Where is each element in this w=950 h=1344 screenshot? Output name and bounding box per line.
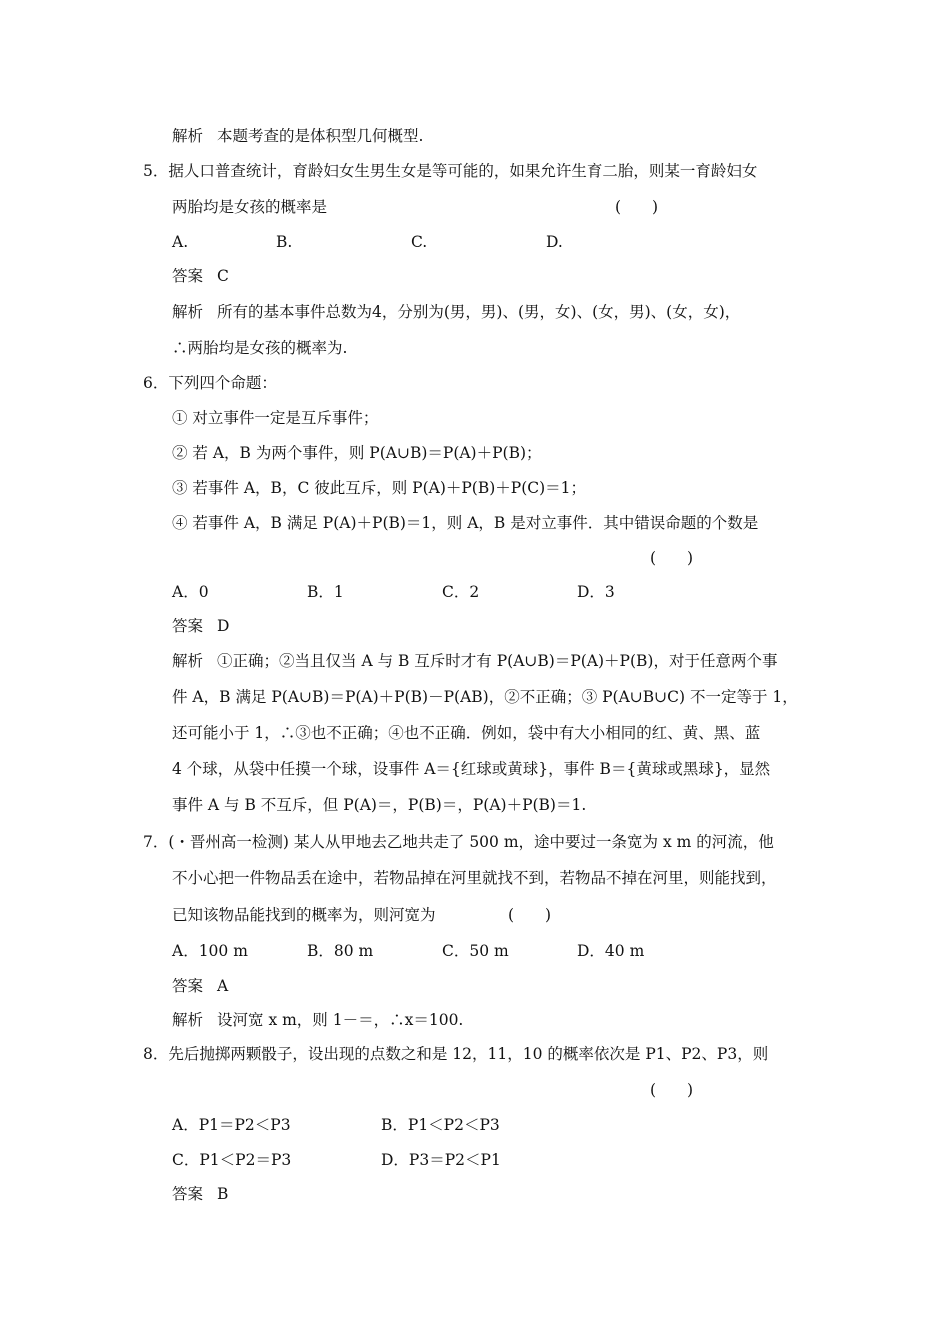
- analysis-label: 解析: [172, 1011, 204, 1029]
- answer-blank: ( ): [508, 906, 552, 924]
- option-d: D．P3＝P2＜P1: [381, 1151, 501, 1169]
- option-a: A．P1＝P2＜P3: [172, 1116, 291, 1134]
- option-c: C．P1＜P2＝P3: [172, 1151, 292, 1169]
- option-b: B．1: [307, 583, 344, 601]
- analysis-line: 还可能小于 1，∴③也不正确；④也不正确．例如，袋中有大小相同的红、黄、黑、蓝: [172, 724, 761, 742]
- answer-label: 答案: [172, 267, 204, 285]
- analysis-line: 4 个球，从袋中任摸一个球，设事件 A＝{红球或黄球}，事件 B＝{黄球或黑球}，显然: [172, 760, 771, 778]
- question-number: 8．: [143, 1045, 169, 1063]
- q7-stem-line3: 已知该物品能找到的概率为，则河宽为: [172, 906, 436, 924]
- answer-blank: ( ): [650, 1081, 694, 1099]
- analysis-line: [172, 126, 423, 146]
- proposition-3: ③ 若事件 A，B，C 彼此互斥，则 P(A)＋P(B)＋P(C)＝1；: [172, 479, 587, 497]
- question-number: 6．: [143, 374, 169, 392]
- proposition-2: ② 若 A，B 为两个事件，则 P(A∪B)＝P(A)＋P(B)；: [172, 444, 542, 462]
- answer-line: [172, 616, 229, 636]
- analysis-line: [172, 651, 777, 671]
- answer-value: C: [217, 267, 229, 285]
- analysis-text: 设河宽 x m，则 1－＝，∴x＝100.: [217, 1011, 464, 1029]
- answer-line: [172, 266, 229, 286]
- option-c: C.: [411, 233, 428, 251]
- option-c: C．50 m: [442, 942, 509, 960]
- analysis-line: ∴两胎均是女孩的概率为.: [172, 339, 348, 357]
- answer-line: [172, 1184, 228, 1204]
- answer-label: 答案: [172, 977, 204, 995]
- option-a: A．0: [172, 583, 209, 601]
- answer-value: D: [217, 617, 230, 635]
- question-stem: 两胎均是女孩的概率是: [172, 198, 328, 216]
- option-b: B.: [276, 233, 293, 251]
- analysis-label: 解析: [172, 652, 204, 670]
- analysis-text: ①正确；②当且仅当 A 与 B 互斥时才有 P(A∪B)＝P(A)＋P(B)，对于任意两个事: [217, 652, 778, 670]
- q5-stem-line2: [172, 197, 327, 217]
- proposition-4: ④ 若事件 A，B 满足 P(A)＋P(B)＝1，则 A，B 是对立事件．其中错误命题的个数是: [172, 514, 759, 532]
- option-d: D．40 m: [577, 942, 645, 960]
- answer-label: 答案: [172, 1185, 204, 1203]
- option-a: A．100 m: [172, 942, 248, 960]
- question-stem: 下列四个命题：: [168, 374, 277, 392]
- analysis-line: [172, 302, 740, 322]
- analysis-line: [172, 1010, 463, 1030]
- question-stem: 据人口普查统计，育龄妇女生男生女是等可能的，如果允许生育二胎，则某一育龄妇女: [168, 162, 758, 180]
- option-c: C．2: [442, 583, 480, 601]
- analysis-label: 解析: [172, 303, 204, 321]
- option-d: D.: [546, 233, 563, 251]
- answer-label: 答案: [172, 617, 204, 635]
- q7-stem-line2: 不小心把一件物品丢在途中，若物品掉在河里就找不到，若物品不掉在河里，则能找到，: [172, 869, 777, 887]
- question-stem: 先后抛掷两颗骰子，设出现的点数之和是 12，11，10 的概率依次是 P1、P2、P3，则: [168, 1045, 769, 1063]
- q7-stem-line1: [143, 832, 774, 852]
- option-d: D．3: [577, 583, 615, 601]
- answer-value: B: [217, 1185, 229, 1203]
- option-b: B．80 m: [307, 942, 374, 960]
- question-number: 5．: [143, 162, 169, 180]
- analysis-label: 解析: [172, 127, 204, 145]
- answer-blank: ( ): [650, 549, 694, 567]
- analysis-text: 本题考查的是体积型几何概型.: [217, 127, 424, 145]
- q8-stem-line: [143, 1044, 768, 1064]
- analysis-line: 事件 A 与 B 不互斥，但 P(A)＝，P(B)＝，P(A)＋P(B)＝1.: [172, 796, 587, 814]
- question-number: 7．: [143, 833, 169, 851]
- option-b: B．P1＜P2＜P3: [381, 1116, 500, 1134]
- analysis-text: 所有的基本事件总数为4，分别为(男，男)、(男，女)、(女，男)、(女，女)，: [217, 303, 741, 321]
- option-a: A.: [172, 233, 189, 251]
- analysis-line: 件 A，B 满足 P(A∪B)＝P(A)＋P(B)－P(AB)，②不正确；③ P(A∪B∪C) 不一定等于 1，: [172, 688, 798, 706]
- proposition-1: ① 对立事件一定是互斥事件；: [172, 409, 379, 427]
- answer-line: [172, 976, 228, 996]
- q6-stem-line: [143, 373, 277, 393]
- answer-blank: ( ): [615, 198, 659, 216]
- question-stem: (・晋州高一检测) 某人从甲地去乙地共走了 500 m，途中要过一条宽为 x m 的河流，他: [168, 833, 774, 851]
- q5-stem-line1: [143, 161, 757, 181]
- answer-value: A: [217, 977, 229, 995]
